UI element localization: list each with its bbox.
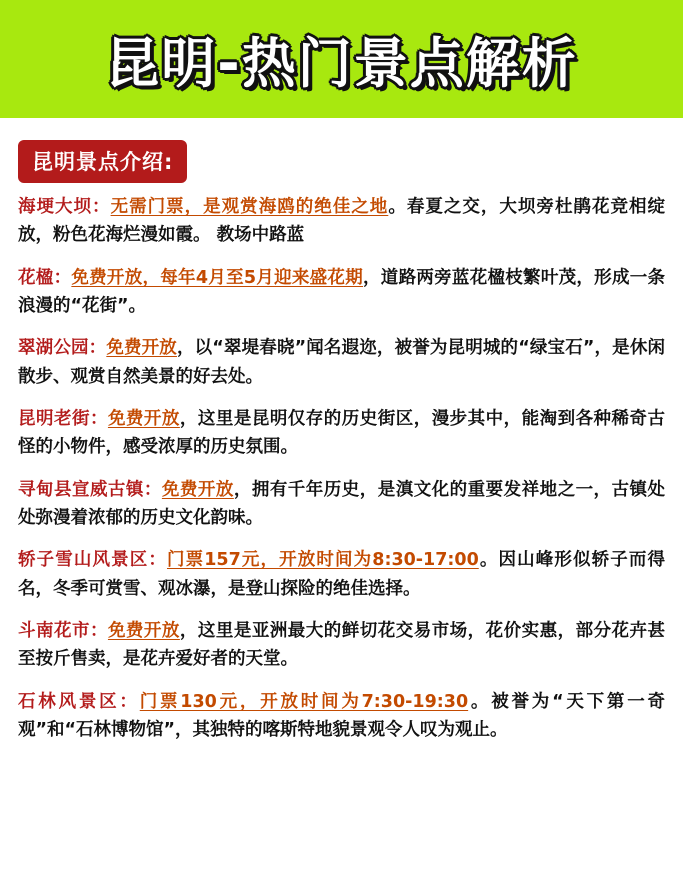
header-banner — [0, 0, 683, 118]
page-title: 昆明-热门景点解析 — [105, 31, 578, 95]
attraction-highlight: 免费开放 — [107, 409, 180, 430]
attraction-description: ，以“翠堤春晓”闻名遐迩，被誉为昆明城的“绿宝石”，是休闲散步、观赏自然美景的好去处。 — [18, 338, 666, 387]
attraction-name: 斗南花市： — [18, 621, 108, 642]
list-item — [18, 546, 665, 603]
attraction-description: ，这里是昆明仅存的历史街区，漫步其中，能淘到各种稀奇古怪的小物件，感受浓厚的历史氛围。 — [18, 409, 666, 458]
attraction-name: 海埂大坝： — [18, 197, 111, 217]
attraction-description: ，拥有千年历史，是滇文化的重要发祥地之一，古镇处处弥漫着浓郁的历史文化韵味。 — [18, 479, 666, 529]
attraction-description: 。因山峰形似轿子而得名，冬季可赏雪、观冰瀑，是登山探险的绝佳选择。 — [18, 550, 666, 599]
attraction-highlight: 无需门票，是观赏海鸥的绝佳之地 — [110, 197, 389, 217]
list-item — [18, 264, 665, 321]
attraction-description: ，这里是亚洲最大的鲜切花交易市场，花价实惠，部分花卉甚至按斤售卖，是花卉爱好者的天堂。 — [18, 621, 666, 670]
attraction-description: 。被誉为“天下第一奇观”和“石林博物馆”，其独特的喀斯特地貌景观令人叹为观止。 — [18, 691, 666, 741]
attraction-highlight: 门票157元，开放时间为8:30-17:00 — [167, 550, 479, 571]
section-heading — [18, 140, 187, 183]
section-title-pill: 昆明景点介绍: — [18, 140, 187, 183]
attraction-description: ，道路两旁蓝花楹枝繁叶茂，形成一条浪漫的“花街”。 — [18, 267, 666, 317]
attraction-highlight: 免费开放 — [107, 621, 180, 642]
attraction-highlight: 免费开放，每年4月至5月迎来盛花期 — [71, 267, 363, 288]
list-item — [18, 334, 665, 391]
attraction-highlight: 门票130元，开放时间为7:30-19:30 — [139, 691, 469, 712]
attraction-highlight: 免费开放 — [106, 338, 177, 359]
attraction-name: 寻甸县宣威古镇： — [18, 479, 162, 500]
attraction-name: 花楹： — [18, 267, 72, 288]
list-item — [18, 617, 665, 674]
attraction-description: 。春夏之交，大坝旁杜鹃花竞相绽放，粉色花海烂漫如霞。 教场中路蓝 — [18, 197, 666, 246]
list-item — [18, 476, 665, 533]
list-item — [18, 688, 665, 745]
list-item — [18, 405, 665, 462]
attraction-highlight: 免费开放 — [161, 479, 234, 500]
attractions-list — [0, 187, 683, 745]
list-item — [18, 193, 665, 250]
attraction-name: 轿子雪山风景区： — [18, 550, 167, 571]
attraction-name: 昆明老街： — [18, 409, 108, 430]
attraction-name: 石林风景区： — [18, 691, 140, 712]
attraction-name: 翠湖公园： — [18, 338, 107, 359]
